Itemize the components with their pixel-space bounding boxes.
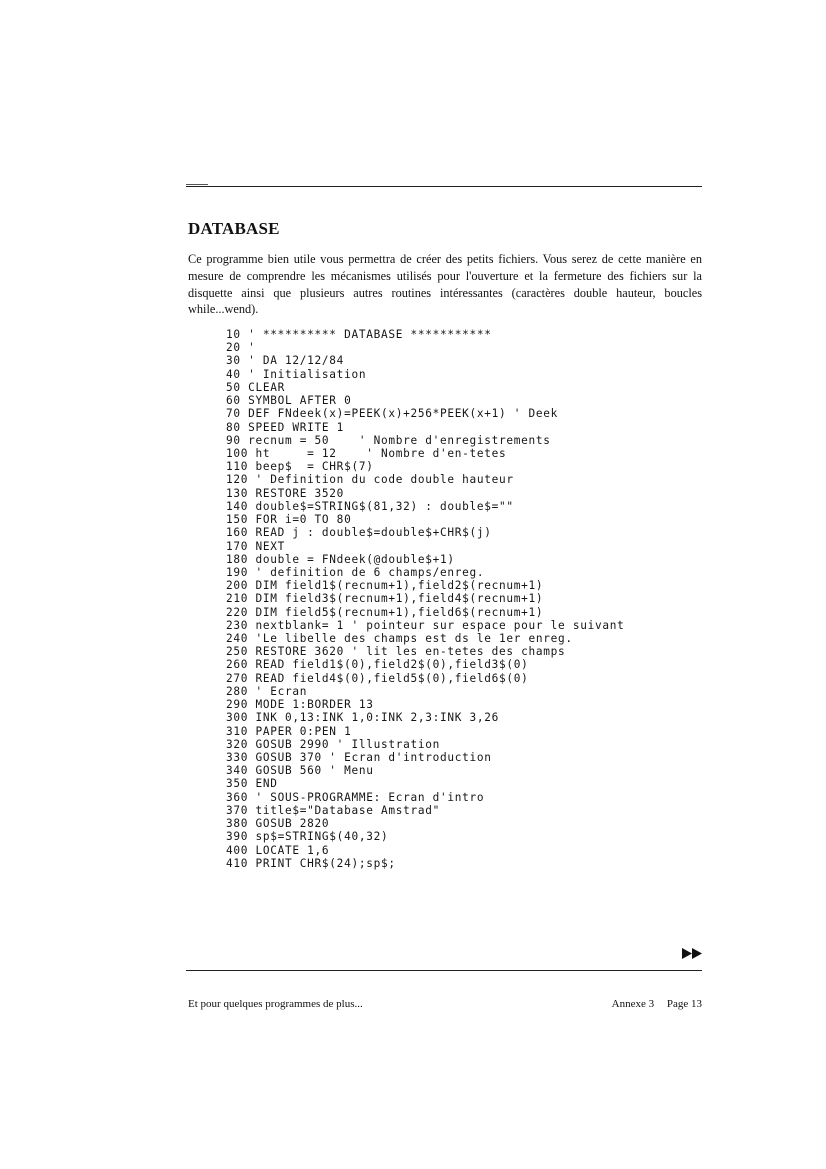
footer-annex: Annexe 3 [611, 998, 655, 1010]
code-line: 130 RESTORE 3520 [226, 486, 345, 500]
code-line: 30 ' DA 12/12/84 [226, 354, 345, 368]
code-line: 300 INK 0,13:INK 1,0:INK 2,3:INK 3,26 [226, 711, 500, 725]
code-line: 40 ' Initialisation [226, 367, 367, 381]
header-mark [186, 184, 208, 185]
code-line: 260 READ field1$(0),field2$(0),field3$(0) [226, 658, 529, 672]
code-line: 10 ' ********** DATABASE *********** [226, 328, 492, 341]
intro-paragraph: Ce programme bien utile vous permettra de créer des petits fichiers. Vous serez de cette manière en mesure de comprendre les mécanismes utilisés pour l'ouverture et la fermeture des fichiers sur la disquette ainsi que plusieurs autres routines intéressantes (caractères double hauteur, boucles while...wend). [188, 252, 702, 317]
code-line: 250 RESTORE 3620 ' lit les en-tetes des champs [226, 645, 566, 659]
code-line: 200 DIM field1$(recnum+1),field2$(recnum+1) [226, 579, 544, 593]
code-line: 310 PAPER 0:PEN 1 [226, 724, 352, 738]
code-line: 160 READ j : double$=double$+CHR$(j) [226, 526, 492, 540]
fast-forward-icon [682, 948, 703, 959]
code-line: 380 GOSUB 2820 [226, 817, 330, 831]
footer-book-title: Et pour quelques programmes de plus... [188, 998, 363, 1010]
code-line: 60 SYMBOL AFTER 0 [226, 394, 352, 408]
code-line: 360 ' SOUS-PROGRAMME: Ecran d'intro [226, 790, 485, 804]
code-line: 340 GOSUB 560 ' Menu [226, 764, 374, 778]
code-line: 150 FOR i=0 TO 80 [226, 513, 352, 527]
code-line: 410 PRINT CHR$(24);sp$; [226, 856, 396, 870]
code-line: 120 ' Definition du code double hauteur [226, 473, 514, 487]
bottom-rule [186, 970, 702, 971]
code-line: 390 sp$=STRING$(40,32) [226, 830, 389, 844]
code-line: 270 READ field4$(0),field5$(0),field6$(0) [226, 671, 529, 685]
code-listing [226, 328, 624, 870]
code-line: 350 END [226, 777, 278, 791]
code-line: 190 ' definition de 6 champs/enreg. [226, 565, 485, 579]
code-line: 80 SPEED WRITE 1 [226, 420, 345, 434]
code-line: 240 'Le libelle des champs est ds le 1er enreg. [226, 632, 573, 646]
code-line: 70 DEF FNdeek(x)=PEEK(x)+256*PEEK(x+1) ' Deek [226, 407, 559, 421]
footer-page-info [612, 998, 702, 1010]
code-line: 230 nextblank= 1 ' pointeur sur espace pour le suivant [226, 618, 625, 632]
code-line: 20 ' [226, 341, 256, 355]
code-line: 370 title$="Database Amstrad" [226, 803, 440, 817]
code-line: 180 double = FNdeek(@double$+1) [226, 552, 455, 566]
code-line: 210 DIM field3$(recnum+1),field4$(recnum+1) [226, 592, 544, 606]
code-line: 90 recnum = 50 ' Nombre d'enregistrements [226, 433, 551, 447]
code-line: 220 DIM field5$(recnum+1),field6$(recnum+1) [226, 605, 544, 619]
code-line: 140 double$=STRING$(81,32) : double$="" [226, 499, 514, 513]
code-line: 400 LOCATE 1,6 [226, 843, 330, 857]
code-line: 170 NEXT [226, 539, 286, 553]
code-line: 330 GOSUB 370 ' Ecran d'introduction [226, 751, 492, 764]
page-title: DATABASE [188, 219, 280, 238]
top-rule [186, 186, 702, 187]
code-line: 290 MODE 1:BORDER 13 [226, 698, 374, 712]
code-line: 320 GOSUB 2990 ' Illustration [226, 737, 440, 751]
code-line: 110 beep$ = CHR$(7) [226, 460, 374, 474]
footer-page-number: Page 13 [666, 998, 702, 1010]
code-line: 50 CLEAR [226, 380, 286, 394]
code-line: 100 ht = 12 ' Nombre d'en-tetes [226, 446, 507, 460]
code-line: 280 ' Ecran [226, 684, 308, 698]
